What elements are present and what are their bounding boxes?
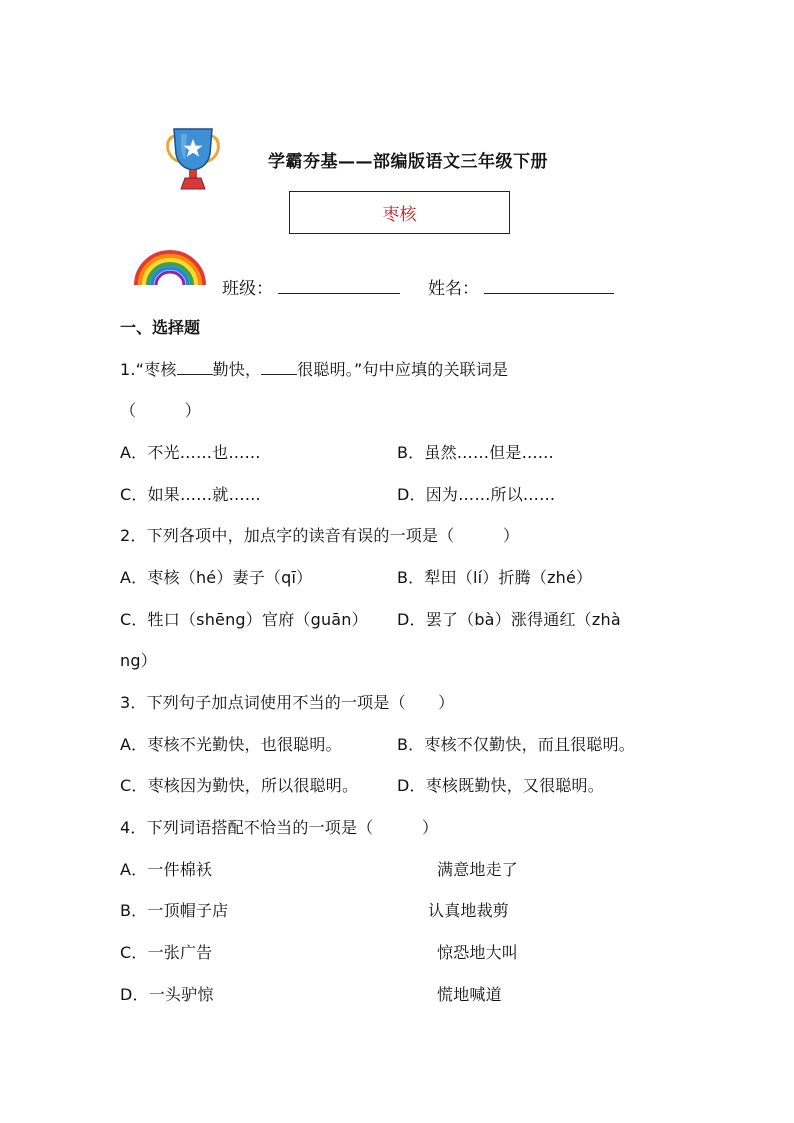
question-1-option-a: A．不光……也…… <box>120 443 261 462</box>
question-4-row-d-left: D．一头驴惊 <box>120 985 214 1004</box>
question-4-row-c-right: 惊恐地大叫 <box>437 943 519 962</box>
lesson-title-box <box>289 191 510 234</box>
question-2-stem: 2．下列各项中，加点字的读音有误的一项是（ ） <box>120 526 520 545</box>
question-1-text-2: 勤快， <box>212 360 262 379</box>
question-1-option-d: D．因为……所以…… <box>397 485 556 504</box>
question-4-row-c-left: C．一张广告 <box>120 943 213 962</box>
question-1-text-1: 1.“枣核 <box>120 360 177 379</box>
question-3-option-b: B．枣核不仅勤快，而且很聪明。 <box>397 735 635 754</box>
question-4-row-a-left: A．一件棉袄 <box>120 860 213 879</box>
question-3-option-c: C．枣核因为勤快，所以很聪明。 <box>120 776 359 795</box>
question-2-option-d-continued: ng） <box>120 651 157 670</box>
trophy-icon <box>165 126 221 190</box>
question-4-row-b-right: 认真地裁剪 <box>428 901 510 920</box>
lesson-title: 枣核 <box>382 205 417 225</box>
question-1-stem <box>120 357 508 380</box>
question-4-stem: 4．下列词语搭配不恰当的一项是（ ） <box>120 818 439 837</box>
name-label: 姓名： <box>428 279 479 299</box>
question-1-option-c: C．如果……就…… <box>120 485 261 504</box>
class-field[interactable] <box>278 275 400 294</box>
question-3-option-a: A．枣核不光勤快，也很聪明。 <box>120 735 342 754</box>
class-label: 班级： <box>222 279 273 299</box>
question-1-answer-paren: （ ） <box>120 401 202 420</box>
question-3-option-d: D．枣核既勤快，又很聪明。 <box>397 776 604 795</box>
question-3-stem: 3．下列句子加点词使用不当的一项是（ ） <box>120 693 455 712</box>
question-1-text-3: 很聪明。”句中应填的关联词是 <box>297 360 509 379</box>
name-field[interactable] <box>484 275 614 294</box>
question-1-option-b: B．虽然……但是…… <box>397 443 554 462</box>
question-1-blank-2[interactable] <box>261 360 297 375</box>
rainbow-icon <box>133 247 207 287</box>
question-2-option-b: B．犁田（lí）折腾（zhé） <box>397 568 593 587</box>
question-4-row-b-left: B．一顶帽子店 <box>120 901 229 920</box>
document-title: 学霸夯基——部编版语文三年级下册 <box>268 152 548 172</box>
question-2-option-a: A．枣核（hé）妻子（qī） <box>120 568 313 587</box>
question-2-option-d: D．罢了（bà）涨得通红（zhà <box>397 610 621 629</box>
question-4-row-d-right: 慌地喊道 <box>437 985 502 1004</box>
question-4-row-a-right: 满意地走了 <box>437 860 519 879</box>
question-2-option-c: C．牲口（shēng）官府（guān） <box>120 610 368 629</box>
section-heading: 一、选择题 <box>120 318 201 337</box>
question-1-blank-1[interactable] <box>177 360 213 375</box>
